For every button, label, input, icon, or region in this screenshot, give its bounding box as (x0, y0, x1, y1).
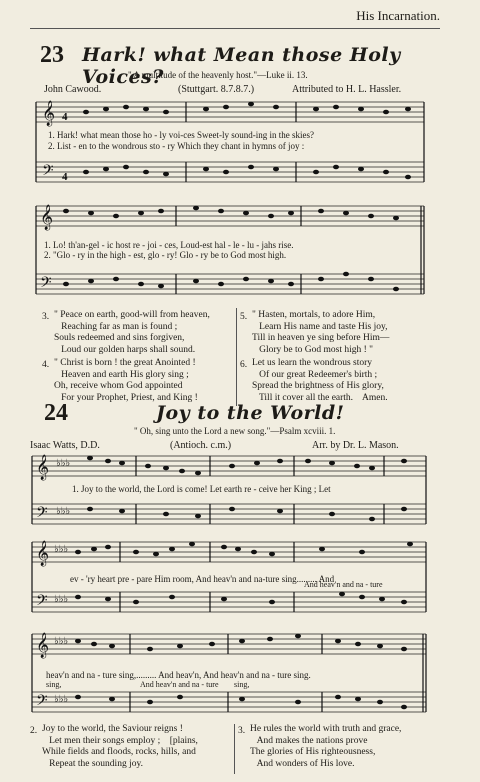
svg-text:♭♭♭: ♭♭♭ (54, 636, 69, 647)
svg-text:𝄢: 𝄢 (36, 592, 48, 612)
hymn-24-system-3-lower-3: sing, (234, 680, 250, 689)
header-rule (30, 28, 440, 29)
svg-text:𝄢: 𝄢 (42, 162, 54, 182)
verse-divider-24 (234, 724, 235, 774)
svg-text:♭♭♭: ♭♭♭ (56, 458, 71, 469)
hymn-23-verse-6: Let us learn the wondrous story Of our great Redeemer's birth ; Spread the brightness of His glory, Till it cover all the earth. Amen. (252, 358, 388, 403)
svg-text:𝄞: 𝄞 (42, 100, 56, 125)
verse-divider (236, 308, 237, 406)
hymn-23-author: John Cawood. (44, 84, 102, 95)
hymn-24-title: Joy to the World! (156, 402, 345, 424)
svg-text:♭♭♭: ♭♭♭ (54, 594, 69, 605)
hymn-23-verse-4: " Christ is born ! the great Anointed ! Heaven and earth His glory sing ; Oh, receive whom God appointed For your Prophet, Priest, and King ! (54, 358, 198, 403)
hymn-23-verse-4-number: 4. (42, 360, 50, 370)
svg-text:𝄢: 𝄢 (36, 504, 48, 524)
hymn-23-verse-3: " Peace on earth, good-will from heaven, Reaching far as man is found ; Souls redeemed and sins forgiven, Loud our golden harps shall sound. (54, 310, 210, 355)
hymn-24-verse-3-number: 3. (238, 726, 246, 736)
hymn-24-system-3-lyric-1: heav'n and na - ture sing,......... And heav'n, And heav'n and na - ture sing. (46, 670, 311, 680)
hymn-24-composer: Arr. by Dr. L. Mason. (312, 440, 399, 451)
hymn-24-system-3-lower-2: And heav'n and na - ture (140, 680, 219, 689)
hymn-24-system-3-lower-1: sing, (46, 680, 62, 689)
hymn-23-epigraph: " A multitude of the heavenly host."—Luke ii. 13. (128, 70, 308, 80)
hymn-24-number: 24 (44, 400, 68, 426)
hymn-24-system-2-lower-lyric: And heav'n and na - ture (304, 580, 383, 589)
hymn-23-title: Hark! what Mean those Holy Voices? (82, 44, 401, 88)
hymn-24-author: Isaac Watts, D.D. (30, 440, 100, 451)
hymn-24-verse-2: Joy to the world, the Saviour reigns ! Let men their songs employ ; [plains, While fields and floods, rocks, hills, and Repeat the sounding joy. (42, 724, 198, 769)
svg-text:𝄢: 𝄢 (40, 274, 52, 294)
hymn-23-number: 23 (40, 42, 64, 68)
hymn-24-system-2-lyric-1: ev - 'ry heart pre - pare Him room, And heav'n and na-ture sing......... And (70, 574, 335, 584)
hymn-23-verse-3-number: 3. (42, 312, 50, 322)
svg-text:𝄞: 𝄞 (36, 632, 50, 657)
hymn-23-system-2-lyric-1: 1. Lo! th'an-gel - ic host re - joi - ces, Loud-est hal - le - lu - jahs rise. (44, 240, 294, 250)
hymn-23-composer: Attributed to H. L. Hassler. (292, 84, 402, 95)
hymn-23-tune: (Stuttgart. 8.7.8.7.) (178, 84, 255, 95)
hymn-24-tune: (Antioch. c.m.) (170, 440, 232, 451)
hymn-23-system-2-lyric-2: 2. "Glo - ry in the high - est, glo - ry! Glo - ry be to God most high. (44, 250, 287, 260)
svg-text:4: 4 (62, 171, 68, 183)
svg-text:𝄞: 𝄞 (36, 454, 50, 479)
hymn-24-verse-2-number: 2. (30, 726, 38, 736)
hymn-24-epigraph: " Oh, sing unto the Lord a new song."—Psalm xcviii. 1. (134, 426, 336, 436)
hymn-23-system-1-lyric-2: 2. List - en to the wondrous sto - ry Which they chant in hymns of joy : (48, 141, 305, 151)
hymn-23-verse-6-number: 6. (240, 360, 248, 370)
section-header: His Incarnation. (356, 8, 440, 23)
svg-text:♭♭♭: ♭♭♭ (54, 694, 69, 705)
svg-text:♭♭♭: ♭♭♭ (54, 544, 69, 555)
hymn-24-system-1-lyric-1: 1. Joy to the world, the Lord is come! Let earth re - ceive her King ; Let (72, 484, 331, 494)
hymn-23-verse-5-number: 5. (240, 312, 248, 322)
svg-text:♭♭♭: ♭♭♭ (56, 506, 71, 517)
hymn-23-verse-5: " Hasten, mortals, to adore Him, Learn His name and taste His joy, Till in heaven ye sing before Him— Glory be to God most high ! " (252, 310, 390, 355)
svg-text:4: 4 (62, 111, 68, 123)
svg-text:𝄢: 𝄢 (36, 692, 48, 712)
hymn-24-verse-3: He rules the world with truth and grace, And makes the nations prove The glories of His righteousness, And wonders of His love. (250, 724, 402, 769)
svg-text:𝄞: 𝄞 (36, 540, 50, 565)
svg-text:𝄞: 𝄞 (40, 204, 54, 229)
hymn-23-system-1-lyric-1: 1. Hark! what mean those ho - ly voi-ces Sweet-ly sound-ing in the skies? (48, 130, 314, 140)
